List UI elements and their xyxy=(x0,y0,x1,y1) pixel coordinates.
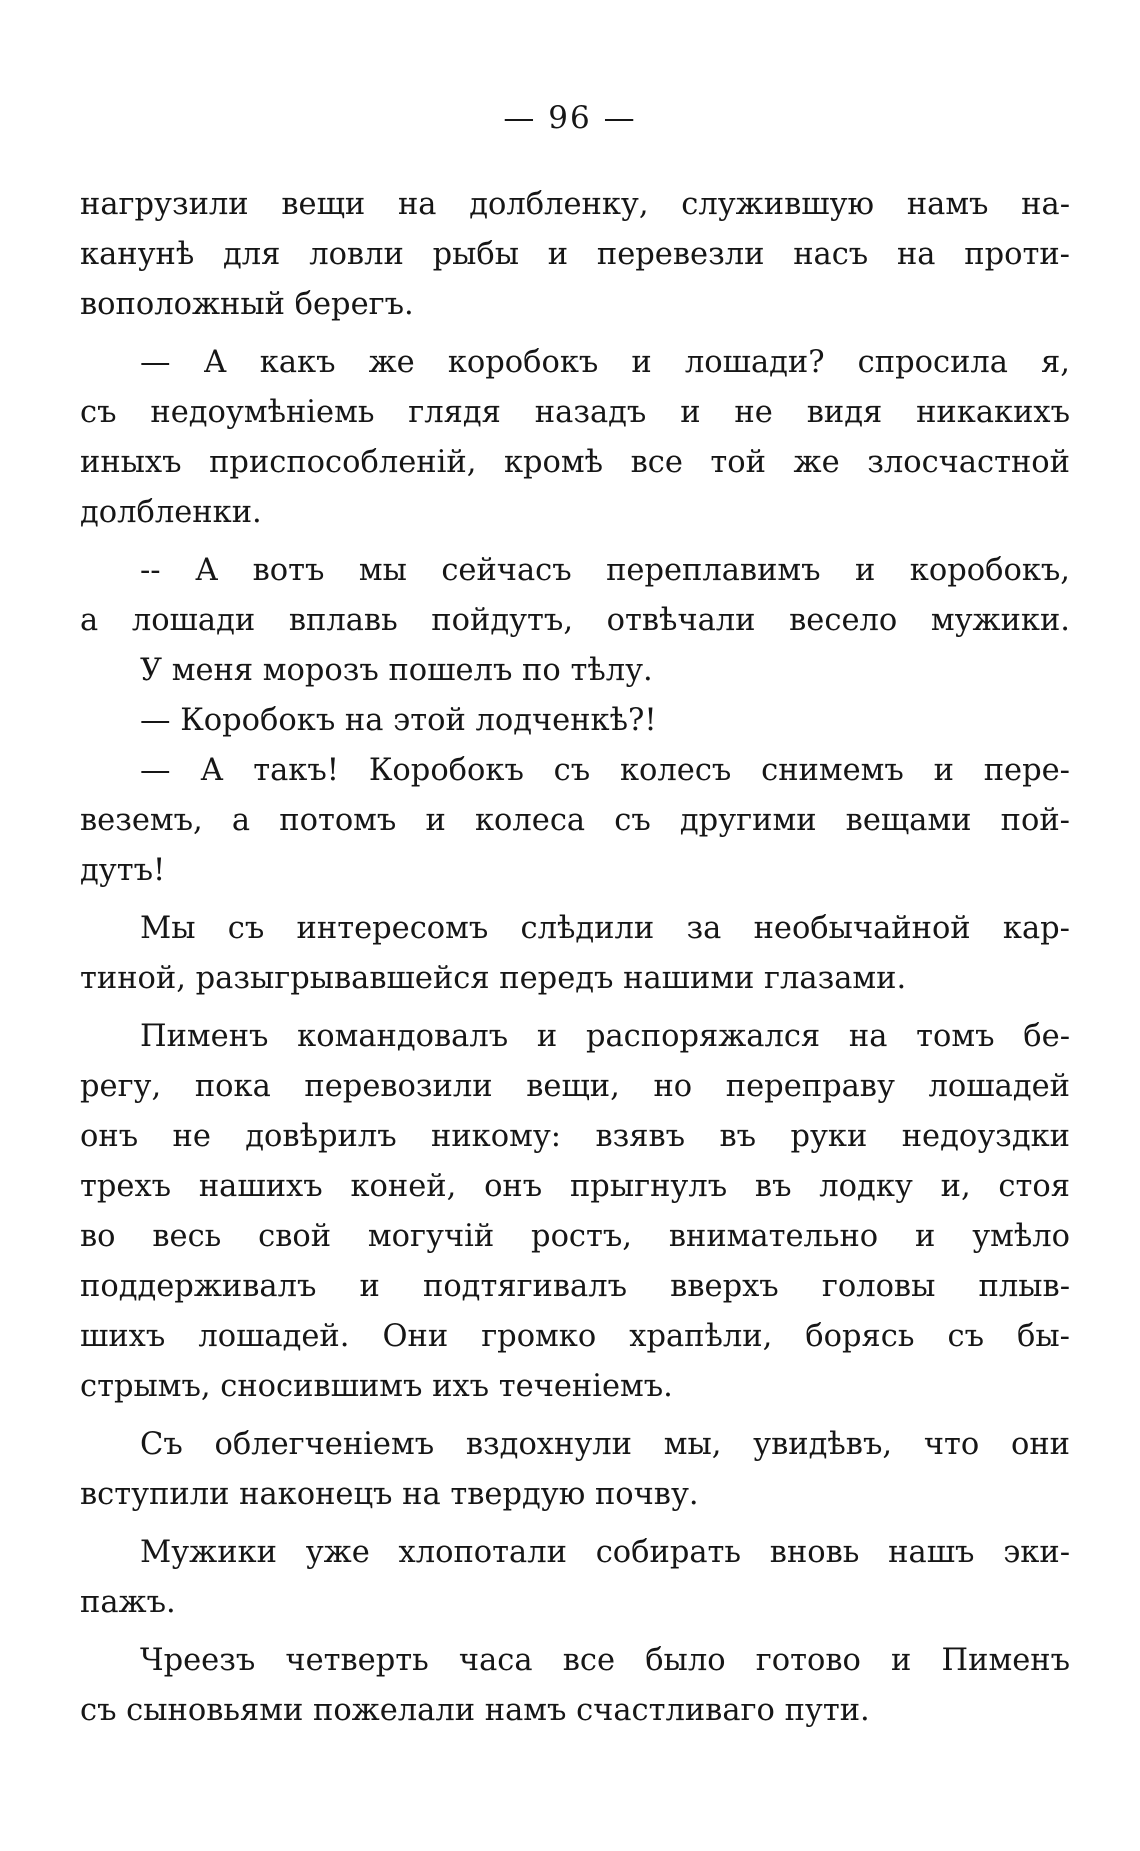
text-line: Мы съ интересомъ слѣдили за необычайной кар- xyxy=(140,911,1070,946)
paragraph xyxy=(80,746,1070,896)
text-line: съ недоумѣніемь глядя назадъ и не видя никакихъ xyxy=(80,395,1070,430)
text-line: вступили наконецъ на твердую почву. xyxy=(80,1477,699,1512)
text-line: -- А вотъ мы сейчасъ переплавимъ и коробокъ, xyxy=(140,553,1070,588)
paragraph xyxy=(80,338,1070,538)
text-line: дутъ! xyxy=(80,853,166,888)
text-line: а лошади вплавь пойдутъ, отвѣчали весело мужики. xyxy=(80,603,1070,638)
page-text xyxy=(80,180,1070,1744)
page-number: — 96 — xyxy=(503,100,637,136)
paragraph xyxy=(80,1420,1070,1520)
paragraph xyxy=(80,180,1070,330)
text-line: поддерживалъ и подтягивалъ вверхъ головы плыв- xyxy=(80,1269,1070,1304)
text-line: регу, пока перевозили вещи, но переправу лошадей xyxy=(80,1069,1070,1104)
text-line: — А такъ! Коробокъ съ колесъ снимемъ и пере- xyxy=(140,753,1070,788)
paragraph xyxy=(80,546,1070,646)
text-line: канунѣ для ловли рыбы и перевезли насъ на проти- xyxy=(80,237,1070,272)
text-line: нагрузили вещи на долбленку, служившую намъ на- xyxy=(80,187,1070,222)
text-line: трехъ нашихъ коней, онъ прыгнулъ въ лодку и, стоя xyxy=(80,1169,1070,1204)
paragraph xyxy=(80,904,1070,1004)
text-line: Чреезъ четверть часа все было готово и Пименъ xyxy=(140,1643,1070,1678)
text-line: воположный берегъ. xyxy=(80,287,414,322)
paragraph xyxy=(80,1528,1070,1628)
paragraph xyxy=(80,646,1070,696)
text-line: тиной, разыгрывавшейся передъ нашими глазами. xyxy=(80,961,907,996)
text-line: иныхъ приспособленій, кромѣ все той же злосчастной xyxy=(80,445,1070,480)
text-line: съ сыновьями пожелали намъ счастливаго пути. xyxy=(80,1693,870,1728)
text-line: Пименъ командовалъ и распоряжался на томъ бе- xyxy=(140,1019,1070,1054)
paragraph xyxy=(80,1012,1070,1412)
text-line: Мужики уже хлопотали собирать вновь нашъ эки- xyxy=(140,1535,1070,1570)
text-line: У меня морозъ пошелъ по тѣлу. xyxy=(140,653,653,688)
paragraph xyxy=(80,696,1070,746)
text-line: стрымъ, сносившимъ ихъ теченіемъ. xyxy=(80,1369,673,1404)
text-line: во весь свой могучій ростъ, внимательно и умѣло xyxy=(80,1219,1070,1254)
text-line: онъ не довѣрилъ никому: взявъ въ руки недоуздки xyxy=(80,1119,1070,1154)
text-line: — Коробокъ на этой лодченкѣ?! xyxy=(140,703,657,738)
text-line: веземъ, а потомъ и колеса съ другими вещами пой- xyxy=(80,803,1070,838)
text-line: — А какъ же коробокъ и лошади? спросила я, xyxy=(140,345,1070,380)
paragraph xyxy=(80,1636,1070,1736)
text-line: пажъ. xyxy=(80,1585,176,1620)
text-line: шихъ лошадей. Они громко храпѣли, борясь съ бы- xyxy=(80,1319,1070,1354)
text-line: Съ облегченіемъ вздохнули мы, увидѣвъ, что они xyxy=(140,1427,1070,1462)
text-line: долбленки. xyxy=(80,495,262,530)
